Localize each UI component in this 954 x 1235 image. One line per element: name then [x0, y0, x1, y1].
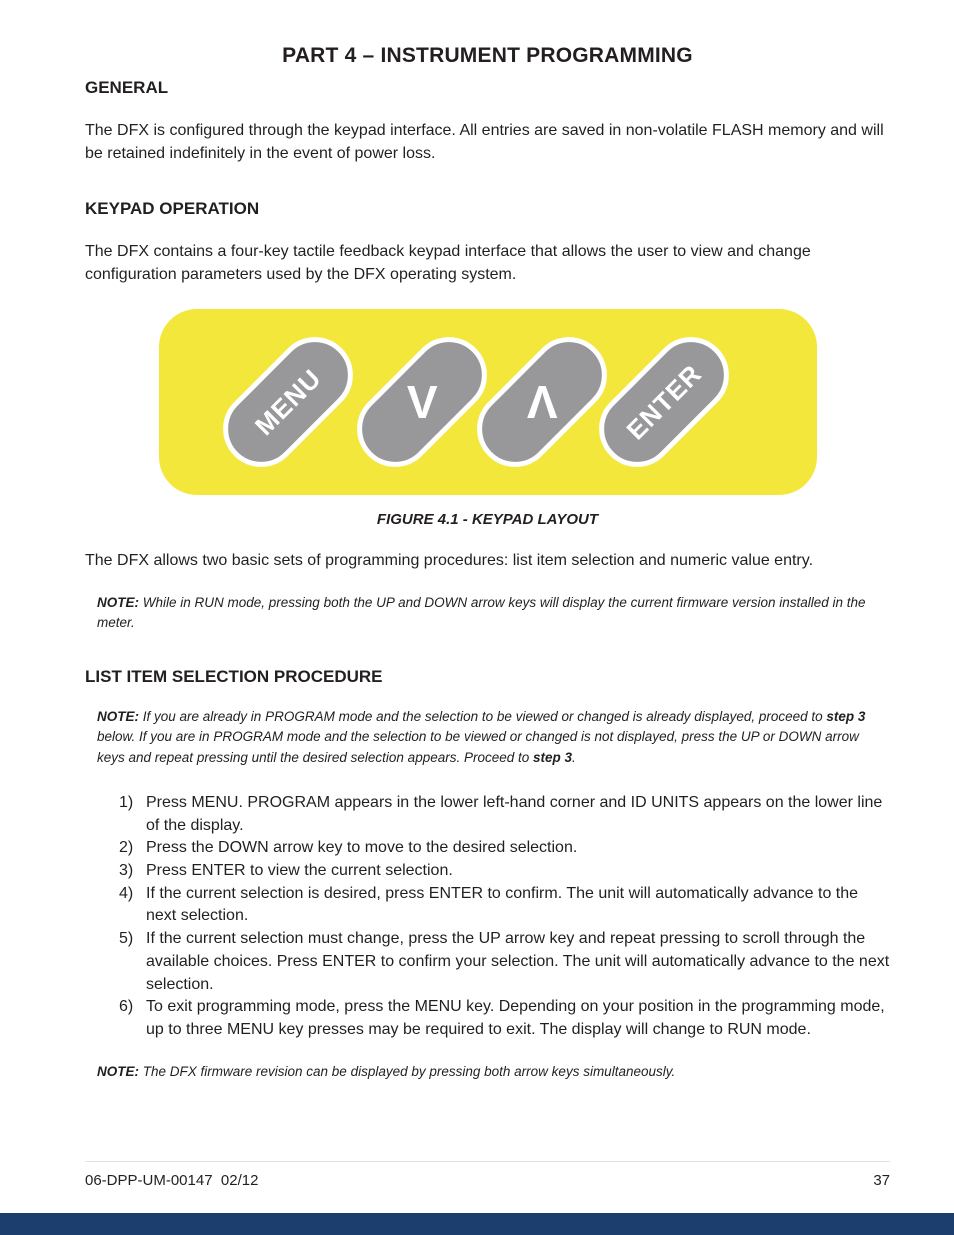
- note-step-ref: step 3: [533, 749, 573, 765]
- note-text: If you are already in PROGRAM mode and the selection to be viewed or changed is already displayed, proceed to: [139, 709, 827, 725]
- page-title: PART 4 – INSTRUMENT PROGRAMMING: [282, 44, 693, 67]
- enter-key-label: ENTER: [619, 357, 708, 446]
- note-label: NOTE:: [97, 1063, 139, 1079]
- step-text: Press ENTER to view the current selection.: [146, 862, 453, 879]
- note-text: The DFX firmware revision can be displayed by pressing both arrow keys simultaneously.: [139, 1063, 676, 1079]
- step-item-6: [119, 996, 890, 1041]
- note-label: NOTE:: [97, 709, 139, 725]
- document-number: 06-DPP-UM-00147 02/12: [85, 1172, 259, 1189]
- section-heading-keypad-operation: KEYPAD OPERATION: [85, 199, 260, 219]
- note-text: .: [572, 749, 576, 765]
- step-text: If the current selection is desired, press ENTER to confirm. The unit will automatically advance to the next selection.: [146, 884, 859, 925]
- step-text: Press MENU. PROGRAM appears in the lower left-hand corner and ID UNITS appears on the lower line of the display.: [146, 793, 883, 834]
- down-arrow-key: [341, 321, 502, 482]
- step-number: 5): [119, 930, 134, 948]
- page-number: 37: [873, 1172, 890, 1189]
- step-item-3: [119, 860, 890, 883]
- bottom-bar: [0, 1213, 954, 1235]
- note-step-ref: step 3: [826, 709, 866, 725]
- up-arrow-icon: Λ: [526, 375, 558, 428]
- section-heading-general: GENERAL: [85, 78, 169, 97]
- page-footer: [85, 1161, 890, 1189]
- note-run-mode: [97, 593, 890, 634]
- step-text: Press the DOWN arrow key to move to the desired selection.: [146, 839, 578, 857]
- enter-key: [583, 321, 744, 482]
- step-item-1: [119, 792, 890, 837]
- keypad-paragraph: The DFX contains a four-key tactile feedback keypad interface that allows the user to view and change configuration parameters used by the DFX operating system.: [85, 243, 811, 284]
- step-item-5: [119, 928, 890, 996]
- note-text: While in RUN mode, pressing both the UP and DOWN arrow keys will display the current firmware version installed in the meter.: [97, 594, 866, 630]
- up-arrow-key: [461, 321, 622, 482]
- step-number: 2): [119, 839, 134, 857]
- step-text: If the current selection must change, press the UP arrow key and repeat pressing to scroll through the available choices. Press ENTER to confirm your selection. The unit will automatically advance to the next selection.: [146, 930, 890, 993]
- note-firmware: [97, 1062, 890, 1082]
- intro-paragraph: The DFX allows two basic sets of programming procedures: list item selection and numeric value entry.: [85, 551, 814, 569]
- general-paragraph: The DFX is configured through the keypad interface. All entries are saved in non-volatile FLASH memory and will be retained indefinitely in the event of power loss.: [85, 122, 884, 162]
- note-list-selection: [97, 707, 890, 768]
- note-text: below. If you are in PROGRAM mode and the selection to be viewed or changed is not displayed, press the UP or DOWN arrow keys and repeat pressing until the desired selection appears. Proceed to: [97, 729, 859, 765]
- menu-key: [208, 321, 369, 482]
- step-number: 4): [119, 884, 134, 902]
- step-item-2: [119, 837, 890, 860]
- menu-key-label: MENU: [248, 362, 327, 441]
- section-heading-list-item-selection: LIST ITEM SELECTION PROCEDURE: [85, 667, 383, 687]
- step-number: 6): [119, 998, 134, 1016]
- step-text: To exit programming mode, press the MENU key. Depending on your position in the programming mode, up to three MENU key presses may be required to exit. The display will change to RUN mode.: [146, 998, 885, 1039]
- procedure-steps: [119, 792, 890, 1042]
- step-number: 3): [119, 862, 134, 879]
- step-number: 1): [119, 793, 134, 811]
- note-label: NOTE:: [97, 594, 139, 610]
- keypad-figure: [159, 309, 817, 495]
- step-item-4: [119, 883, 890, 928]
- down-arrow-icon: V: [406, 375, 438, 428]
- figure-caption: FIGURE 4.1 - KEYPAD LAYOUT: [376, 510, 599, 528]
